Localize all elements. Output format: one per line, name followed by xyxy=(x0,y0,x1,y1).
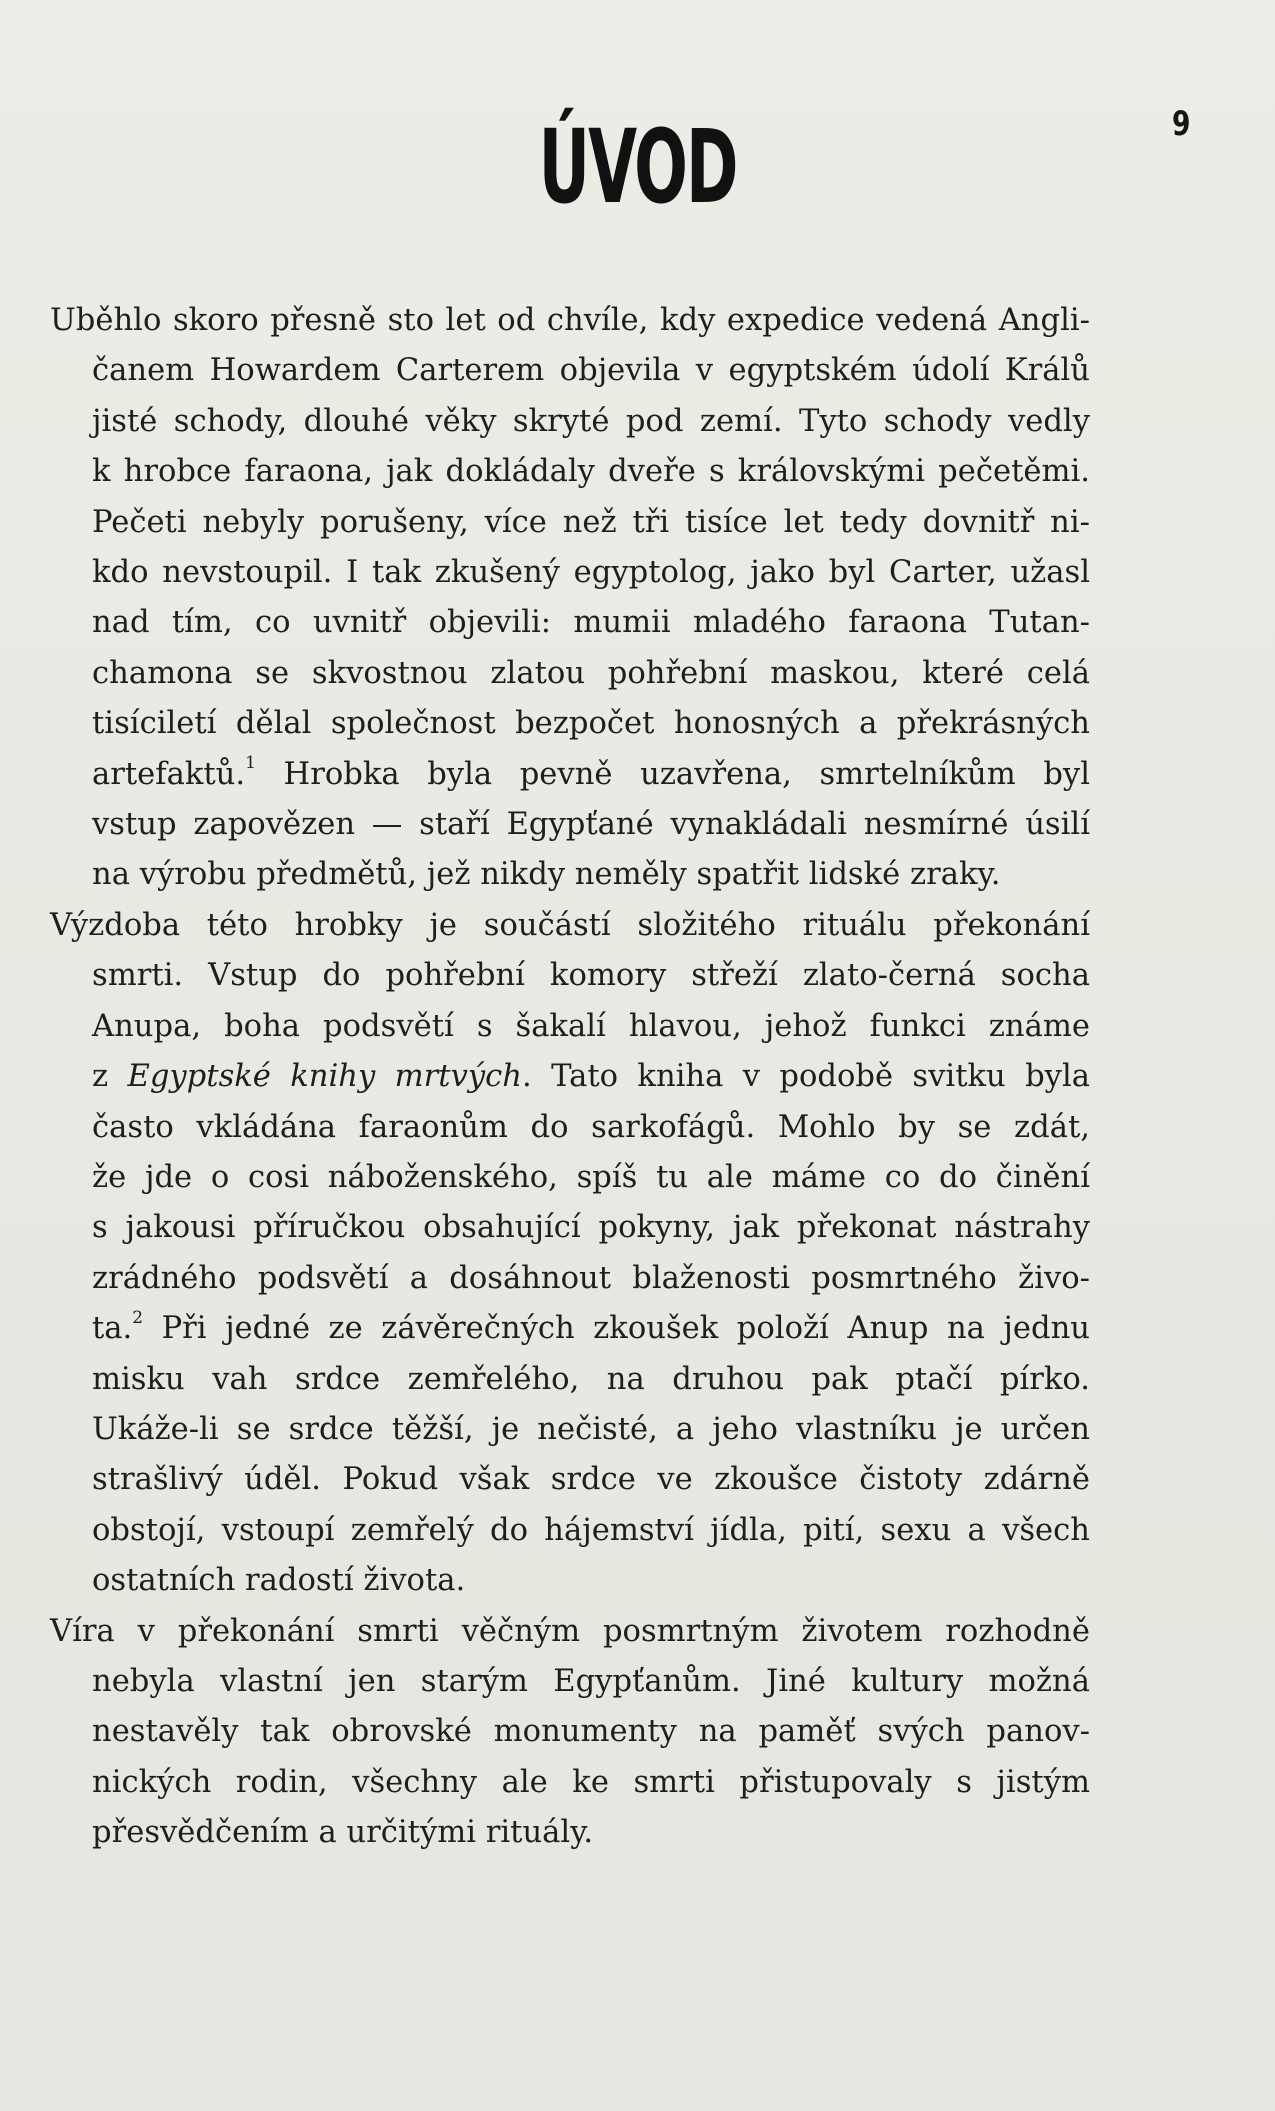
text-line: nebyla vlastní jen starým Egypťanům. Jiné kultury možná xyxy=(92,1663,1090,1699)
text-line: na výrobu předmětů, jež nikdy neměly spatřit lidské zraky. xyxy=(92,857,1001,893)
text-line: misku vah srdce zemřelého, na druhou pak ptačí pírko. xyxy=(92,1361,1090,1397)
text-line: často vkládána faraonům do sarkofágů. Mohlo by se zdát, xyxy=(92,1109,1090,1145)
page-number: 9 xyxy=(1172,104,1190,144)
text-line: k hrobce faraona, jak dokládaly dveře s královskými pečetěmi. xyxy=(92,454,1090,490)
text-line-with-title xyxy=(92,1052,1090,1102)
chapter-title-text: ÚVOD xyxy=(538,108,737,227)
text-line: ostatních radostí života. xyxy=(92,1563,466,1599)
text-line: zrádného podsvětí a dosáhnout blaženosti posmrtného živo- xyxy=(92,1260,1090,1296)
text-line: vstup zapovězen — staří Egypťané vynakládali nesmírné úsilí xyxy=(92,807,1090,843)
paragraph-2 xyxy=(50,901,1090,1607)
text-fragment: Při jedné ze závěrečných zkoušek položí Anup na jednu xyxy=(143,1311,1090,1347)
paragraph-1 xyxy=(50,296,1090,901)
text-fragment: z xyxy=(92,1059,128,1095)
text-line: přesvědčením a určitými rituály. xyxy=(92,1815,594,1851)
text-line: čanem Howardem Carterem objevila v egyptském údolí Králů xyxy=(92,353,1090,389)
text-fragment: . Tato kniha v podobě svitku byla xyxy=(521,1059,1090,1095)
text-line: Pečeti nebyly porušeny, více než tři tisíce let tedy dovnitř ni- xyxy=(92,504,1090,540)
text-line: nestavěly tak obrovské monumenty na paměť svých panov- xyxy=(92,1714,1090,1750)
text-line: tisíciletí dělal společnost bezpočet honosných a překrásných xyxy=(92,706,1090,742)
text-line: smrti. Vstup do pohřební komory střeží zlato-černá socha xyxy=(92,958,1090,994)
text-line-with-footnote xyxy=(92,750,1090,800)
footnote-marker-2[interactable]: 2 xyxy=(132,1307,144,1328)
text-line: s jakousi příručkou obsahující pokyny, jak překonat nástrahy xyxy=(92,1210,1090,1246)
text-line: obstojí, vstoupí zemřelý do hájemství jídla, pití, sexu a všech xyxy=(92,1512,1090,1548)
text-line: nad tím, co uvnitř objevili: mumii mladého faraona Tutan- xyxy=(92,605,1090,641)
book-title: Egyptské knihy mrtvých xyxy=(127,1059,522,1095)
text-line: že jde o cosi náboženského, spíš tu ale máme co do činění xyxy=(92,1159,1090,1195)
text-line: Uběhlo skoro přesně sto let od chvíle, kdy expedice vedená Angli- xyxy=(50,303,1090,338)
text-fragment: Hrobka byla pevně uzavřena, smrtelníkům byl xyxy=(255,756,1090,792)
text-line: kdo nevstoupil. I tak zkušený egyptolog, jako byl Carter, užasl xyxy=(92,555,1090,591)
text-fragment: ta. xyxy=(92,1311,133,1347)
text-fragment: artefaktů. xyxy=(92,756,246,792)
text-line: Ukáže-li se srdce těžší, je nečisté, a jeho vlastníku je určen xyxy=(92,1411,1090,1447)
chapter-title xyxy=(0,108,1275,228)
text-line: Víra v překonání smrti věčným posmrtným životem rozhodně xyxy=(50,1613,1090,1649)
text-line: jisté schody, dlouhé věky skryté pod zemí. Tyto schody vedly xyxy=(92,403,1090,439)
footnote-marker-1[interactable]: 1 xyxy=(245,753,256,774)
text-line: Výzdoba této hrobky je součástí složitého rituálu překonání xyxy=(50,907,1090,943)
text-line: nických rodin, všechny ale ke smrti přistupovaly s jistým xyxy=(92,1764,1090,1800)
text-line: Anupa, boha podsvětí s šakalí hlavou, jehož funkci známe xyxy=(92,1008,1090,1044)
body-text xyxy=(50,296,1090,1859)
text-line: chamona se skvostnou zlatou pohřební maskou, které celá xyxy=(92,655,1090,691)
text-line: strašlivý úděl. Pokud však srdce ve zkoušce čistoty zdárně xyxy=(92,1462,1090,1498)
paragraph-3 xyxy=(50,1607,1090,1859)
text-line-with-footnote xyxy=(92,1304,1090,1354)
